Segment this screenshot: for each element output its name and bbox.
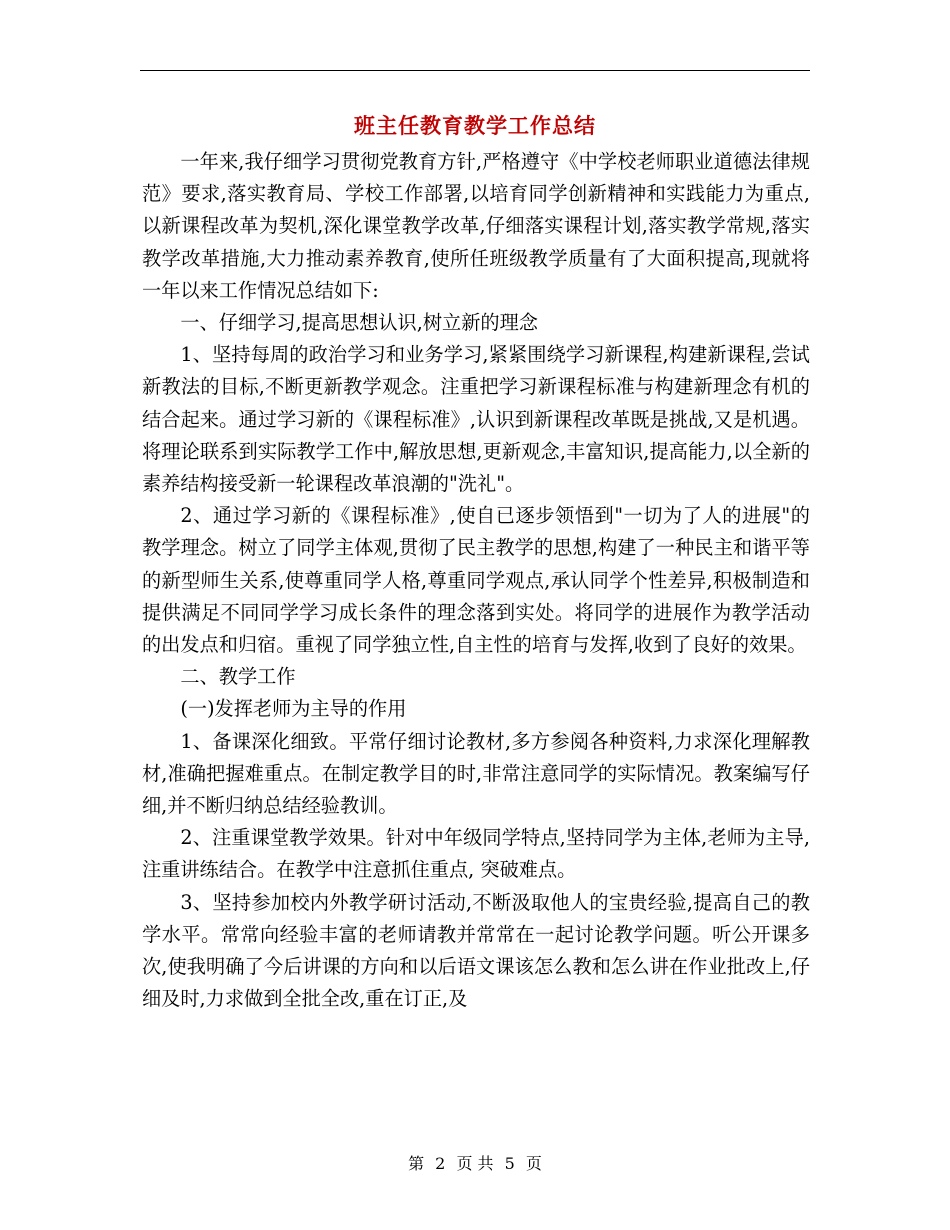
section-heading-1: 一、仔细学习,提高思想认识,树立新的理念 <box>180 311 538 335</box>
header-rule <box>140 70 810 71</box>
page-footer <box>0 1152 950 1176</box>
paragraph-2-3: 3、坚持参加校内外教学研讨活动,不断汲取他人的宝贵经验,提高自己的教学水平。常常向经验丰富的老师请教并常常在一起讨论教学问题。听公开课多次,使我明确了今后讲课的方向和以后语文课该怎么教和怎么讲在作业批改上,仔细及时,力求做到全批全改,重在订正,及 <box>142 890 810 1011</box>
paragraph-2-2: 2、注重课堂教学效果。针对中年级同学特点,坚持同学为主体,老师为主导,注重讲练结合。在教学中注意抓住重点, 突破难点。 <box>142 826 810 882</box>
subsection-heading-2-1: (一)发挥老师为主导的作用 <box>180 697 407 721</box>
section-heading-2: 二、教学工作 <box>180 665 296 689</box>
current-page-number: 2 <box>435 1154 446 1173</box>
footer-middle: 页 共 <box>456 1154 494 1173</box>
document-body <box>142 146 810 1015</box>
total-pages-number: 5 <box>504 1154 515 1173</box>
document-title: 班主任教育教学工作总结 <box>354 113 596 138</box>
footer-suffix: 页 <box>525 1154 542 1173</box>
paragraph-1-2: 2、通过学习新的《课程标准》,使自已逐步领悟到"一切为了人的进展"的教学理念。树立了同学主体观,贯彻了民主教学的思想,构建了一种民主和谐平等的新型师生关系,使尊重同学人格,尊重同学观点,承认同学个性差异,积极制造和提供满足不同同学学习成长条件的理念落到实处。将同学的进展作为教学活动的出发点和归宿。重视了同学独立性,自主性的培育与发挥,收到了良好的效果。 <box>142 504 810 657</box>
paragraph-1-1: 1、坚持每周的政治学习和业务学习,紧紧围绕学习新课程,构建新课程,尝试新教法的目标,不断更新教学观念。注重把学习新课程标准与构建新理念有机的结合起来。通过学习新的《课程标准》,认识到新课程改革既是挑战,又是机遇。将理论联系到实际教学工作中,解放思想,更新观念,丰富知识,提高能力,以全新的素养结构接受新一轮课程改革浪潮的"洗礼"。 <box>142 343 810 496</box>
footer-prefix: 第 <box>408 1154 425 1173</box>
paragraph-intro: 一年来,我仔细学习贯彻党教育方针,严格遵守《中学校老师职业道德法律规范》要求,落实教育局、学校工作部署,以培育同学创新精神和实践能力为重点,以新课程改革为契机,深化课堂教学改革,仔细落实课程计划,落实教学常规,落实教学改革措施,大力推动素养教育,使所任班级教学质量有了大面积提高,现就将一年以来工作情况总结如下: <box>142 150 810 302</box>
paragraph-2-1: 1、备课深化细致。平常仔细讨论教材,多方参阅各种资料,力求深化理解教材,准确把握难重点。在制定教学目的时,非常注意同学的实际情况。教案编写仔细,并不断归纳总结经验教训。 <box>142 729 810 818</box>
